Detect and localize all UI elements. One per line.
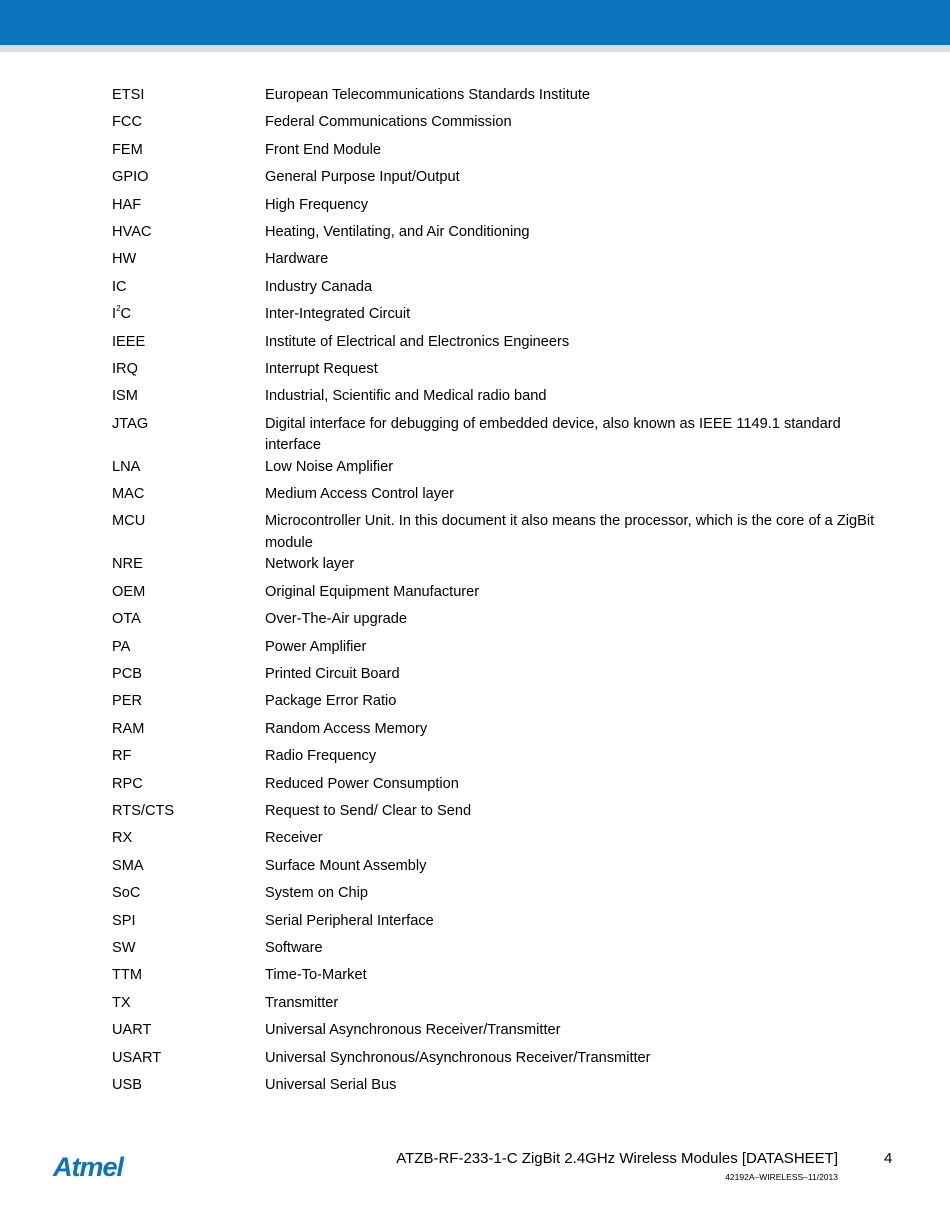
glossary-row [112, 582, 892, 609]
glossary-term: FEM [112, 141, 143, 158]
glossary-definition: Front End Module [265, 141, 382, 158]
glossary-row [112, 386, 892, 413]
glossary-row [112, 719, 892, 746]
glossary-term: HVAC [112, 223, 152, 240]
glossary-definition: Network layer [265, 556, 355, 573]
glossary-term: ISM [112, 388, 138, 405]
glossary-definition: Reduced Power Consumption [265, 775, 459, 792]
glossary-definition: Heating, Ventilating, and Air Conditioning [265, 223, 530, 240]
glossary-definition: Radio Frequency [265, 748, 377, 765]
document-code: 42192A–WIRELESS–11/2013 [725, 1172, 838, 1182]
glossary-definition: General Purpose Input/Output [265, 169, 460, 186]
glossary-definition: Low Noise Amplifier [265, 458, 394, 475]
glossary-term: HW [112, 251, 137, 268]
glossary-term: RAM [112, 720, 145, 737]
glossary-term: IRQ [112, 360, 138, 377]
glossary-definition: Universal Synchronous/Asynchronous Receiver/Transmitter [265, 1049, 651, 1066]
atmel-logo-text: Atmel [53, 1152, 124, 1182]
glossary-term: FCC [112, 114, 142, 131]
glossary-definition: Inter-Integrated Circuit [265, 306, 411, 323]
glossary-definition: Universal Asynchronous Receiver/Transmitter [265, 1022, 561, 1039]
glossary-term: PCB [112, 666, 143, 683]
glossary-term: MAC [112, 486, 145, 503]
glossary-row [112, 774, 892, 801]
glossary-definition: Transmitter [265, 994, 339, 1011]
header-band [0, 0, 950, 45]
glossary-row [112, 609, 892, 636]
glossary-definition: Industry Canada [265, 278, 373, 295]
glossary-row [112, 332, 892, 359]
glossary-definition: Medium Access Control layer [265, 486, 454, 503]
glossary-row [112, 277, 892, 304]
glossary-definition: Institute of Electrical and Electronics Engineers [265, 333, 570, 350]
glossary-row [112, 883, 892, 910]
glossary-definition: Receiver [265, 830, 323, 847]
glossary-row [112, 664, 892, 691]
glossary-row [112, 911, 892, 938]
glossary-term-base: I [112, 306, 117, 323]
glossary-term: ETSI [112, 87, 145, 103]
glossary-term: RTS/CTS [112, 802, 175, 819]
glossary-definition: Interrupt Request [265, 360, 378, 377]
glossary-definition: Microcontroller Unit. In this document it also means the processor, which is the core of a ZigBit module [265, 513, 875, 551]
glossary-term: IC [112, 278, 127, 295]
glossary-definition: Software [265, 939, 323, 956]
glossary-row [112, 554, 892, 581]
glossary-row [112, 965, 892, 992]
glossary-term: SoC [112, 885, 141, 902]
glossary-term: LNA [112, 458, 141, 475]
glossary-definition: Federal Communications Commission [265, 114, 512, 131]
glossary-definition: Package Error Ratio [265, 693, 397, 710]
glossary-term: TTM [112, 967, 142, 984]
glossary-term: PA [112, 638, 131, 655]
glossary-term: MCU [112, 513, 146, 530]
glossary-term: SW [112, 939, 136, 956]
document-title: ATZB-RF-233-1-C ZigBit 2.4GHz Wireless Modules [DATASHEET] [396, 1150, 838, 1167]
glossary-row [112, 304, 892, 331]
glossary-row [112, 195, 892, 222]
glossary-row [112, 746, 892, 773]
glossary-definition: Request to Send/ Clear to Send [265, 802, 472, 819]
glossary-row [112, 249, 892, 276]
glossary-definition: High Frequency [265, 196, 369, 213]
header-stripe [0, 45, 950, 52]
glossary-row [112, 457, 892, 484]
glossary-term: RX [112, 830, 133, 847]
glossary-definition: System on Chip [265, 885, 369, 902]
glossary-row [112, 691, 892, 718]
glossary-row [112, 359, 892, 386]
glossary-row [112, 1075, 892, 1102]
glossary-term-superscript: 2 [116, 304, 121, 314]
glossary-definition: Random Access Memory [265, 720, 428, 737]
glossary-row [112, 828, 892, 855]
glossary-definition: Over-The-Air upgrade [265, 611, 407, 628]
glossary-term: HAF [112, 196, 142, 213]
glossary-term: JTAG [112, 415, 149, 432]
glossary-term: SMA [112, 857, 144, 874]
glossary-row [112, 112, 892, 139]
glossary-definition: Universal Serial Bus [265, 1076, 397, 1093]
glossary-term: NRE [112, 556, 143, 573]
atmel-logo [52, 1150, 152, 1184]
glossary-row [112, 167, 892, 194]
glossary-definition: Industrial, Scientific and Medical radio band [265, 388, 547, 405]
glossary-definition: European Telecommunications Standards Institute [265, 87, 591, 103]
page-number: 4 [884, 1150, 893, 1167]
glossary-definition: Hardware [265, 251, 329, 268]
glossary-term: IEEE [112, 333, 146, 350]
glossary-term: RF [112, 748, 132, 765]
glossary-term: OEM [112, 583, 146, 600]
glossary-row [112, 1020, 892, 1047]
glossary-term: PER [112, 693, 143, 710]
glossary-definition: Time-To-Market [265, 967, 367, 984]
glossary-table [112, 85, 892, 1102]
glossary-definition: Surface Mount Assembly [265, 857, 427, 874]
glossary-term: USART [112, 1049, 162, 1066]
glossary-definition: Serial Peripheral Interface [265, 912, 434, 929]
glossary-definition: Original Equipment Manufacturer [265, 583, 480, 600]
glossary-term: OTA [112, 611, 141, 628]
glossary-term: UART [112, 1022, 152, 1039]
glossary-term: USB [112, 1076, 143, 1093]
glossary-definition: Power Amplifier [265, 638, 367, 655]
glossary-row [112, 511, 892, 554]
glossary-row [112, 993, 892, 1020]
glossary-row [112, 414, 892, 457]
glossary-row [112, 140, 892, 167]
glossary-row [112, 85, 892, 112]
glossary-row [112, 484, 892, 511]
glossary-definition: Digital interface for debugging of embedded device, also known as IEEE 1149.1 standard interface [265, 415, 841, 454]
glossary-term [112, 304, 265, 331]
glossary-term-tail: C [120, 306, 132, 323]
glossary-term: RPC [112, 775, 143, 792]
glossary-term: GPIO [112, 169, 149, 186]
glossary-row [112, 637, 892, 664]
glossary-row [112, 938, 892, 965]
glossary-row [112, 1048, 892, 1075]
glossary-definition: Printed Circuit Board [265, 666, 400, 683]
glossary-term: SPI [112, 912, 136, 929]
glossary-row [112, 222, 892, 249]
glossary-row [112, 856, 892, 883]
glossary-term: TX [112, 994, 131, 1011]
glossary-row [112, 801, 892, 828]
